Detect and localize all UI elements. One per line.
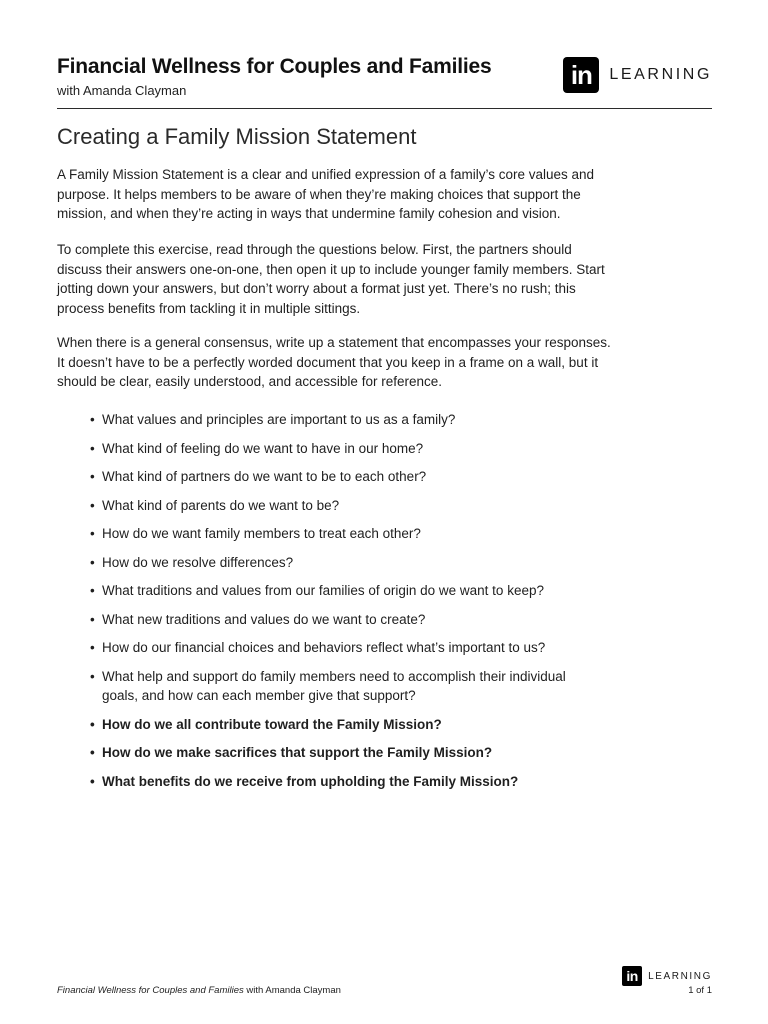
footer-course-title: Financial Wellness for Couples and Families <box>57 985 244 996</box>
page-number: 1 of 1 <box>688 985 712 996</box>
linkedin-icon: in <box>622 966 642 986</box>
page-title: Creating a Family Mission Statement <box>57 124 417 149</box>
question-text: What benefits do we receive from upholding the Family Mission? <box>102 773 519 789</box>
bullet-icon: • <box>90 526 95 541</box>
list-item <box>90 410 590 430</box>
course-title: Financial Wellness for Couples and Families <box>57 55 492 78</box>
bullet-icon: • <box>90 583 95 598</box>
consensus-paragraph: When there is a general consensus, write up a statement that encompasses your responses. It doesn’t have to be a perfectly worded document that you keep in a frame on a wall, but it should be clear, easily understood, and accessible for reference. <box>57 335 611 389</box>
list-item <box>90 581 590 601</box>
list-item <box>90 467 590 487</box>
bullet-icon: • <box>90 773 95 789</box>
bullet-icon: • <box>90 640 95 655</box>
bullet-icon: • <box>90 469 95 484</box>
list-item <box>90 772 590 792</box>
bullet-icon: • <box>90 554 95 570</box>
bullet-icon: • <box>90 497 95 513</box>
list-item <box>90 638 590 658</box>
brand-wordmark: LEARNING <box>609 66 712 83</box>
question-list <box>90 410 590 800</box>
question-text: How do we make sacrifices that support the Family Mission? <box>102 745 493 760</box>
question-text: How do we resolve differences? <box>102 554 294 570</box>
list-item <box>90 439 590 459</box>
bullet-icon: • <box>90 611 95 627</box>
question-text: What kind of parents do we want to be? <box>102 497 340 513</box>
intro-paragraph: A Family Mission Statement is a clear and unified expression of a family’s core values and purpose. It helps members to be aware of when they’re making choices that support the mission, and when they’re acting in ways that undermine family cohesion and vision. <box>57 167 595 221</box>
list-item <box>90 553 590 573</box>
question-text: What help and support do family members need to accomplish their individual goals, and how can each member give that support? <box>102 668 566 703</box>
course-author: with Amanda Clayman <box>57 83 187 98</box>
bullet-icon: • <box>90 440 95 456</box>
question-text: How do we all contribute toward the Family Mission? <box>102 716 442 732</box>
question-text: What new traditions and values do we want to create? <box>102 611 426 627</box>
question-text: What kind of feeling do we want to have in our home? <box>102 440 424 456</box>
document-header <box>57 54 712 109</box>
linkedin-learning-logo <box>563 57 712 93</box>
instructions-paragraph: To complete this exercise, read through the questions below. First, the partners should discuss their answers one-on-one, then open it up to include younger family members. Start jotting down your answers, but don’t worry about a format just yet. There’s no rush; this process benefits from tackling it in multiple sittings. <box>57 242 605 316</box>
bullet-icon: • <box>90 412 95 427</box>
question-text: How do we want family members to treat each other? <box>102 526 421 541</box>
list-item <box>90 524 590 544</box>
linkedin-icon: in <box>563 57 599 93</box>
bullet-icon: • <box>90 668 95 684</box>
footer-course-credit <box>57 985 341 996</box>
list-item <box>90 667 590 706</box>
question-text: What kind of partners do we want to be to each other? <box>102 469 427 484</box>
list-item <box>90 610 590 630</box>
footer-linkedin-learning-logo <box>622 966 712 986</box>
footer-brand-wordmark: LEARNING <box>648 970 712 982</box>
list-item <box>90 496 590 516</box>
list-item <box>90 743 590 763</box>
footer-author: with Amanda Clayman <box>243 985 341 996</box>
bullet-icon: • <box>90 716 95 732</box>
bullet-icon: • <box>90 745 95 760</box>
list-item <box>90 715 590 735</box>
question-text: What traditions and values from our families of origin do we want to keep? <box>102 583 544 598</box>
question-text: How do our financial choices and behaviors reflect what’s important to us? <box>102 640 546 655</box>
question-text: What values and principles are important to us as a family? <box>102 412 456 427</box>
